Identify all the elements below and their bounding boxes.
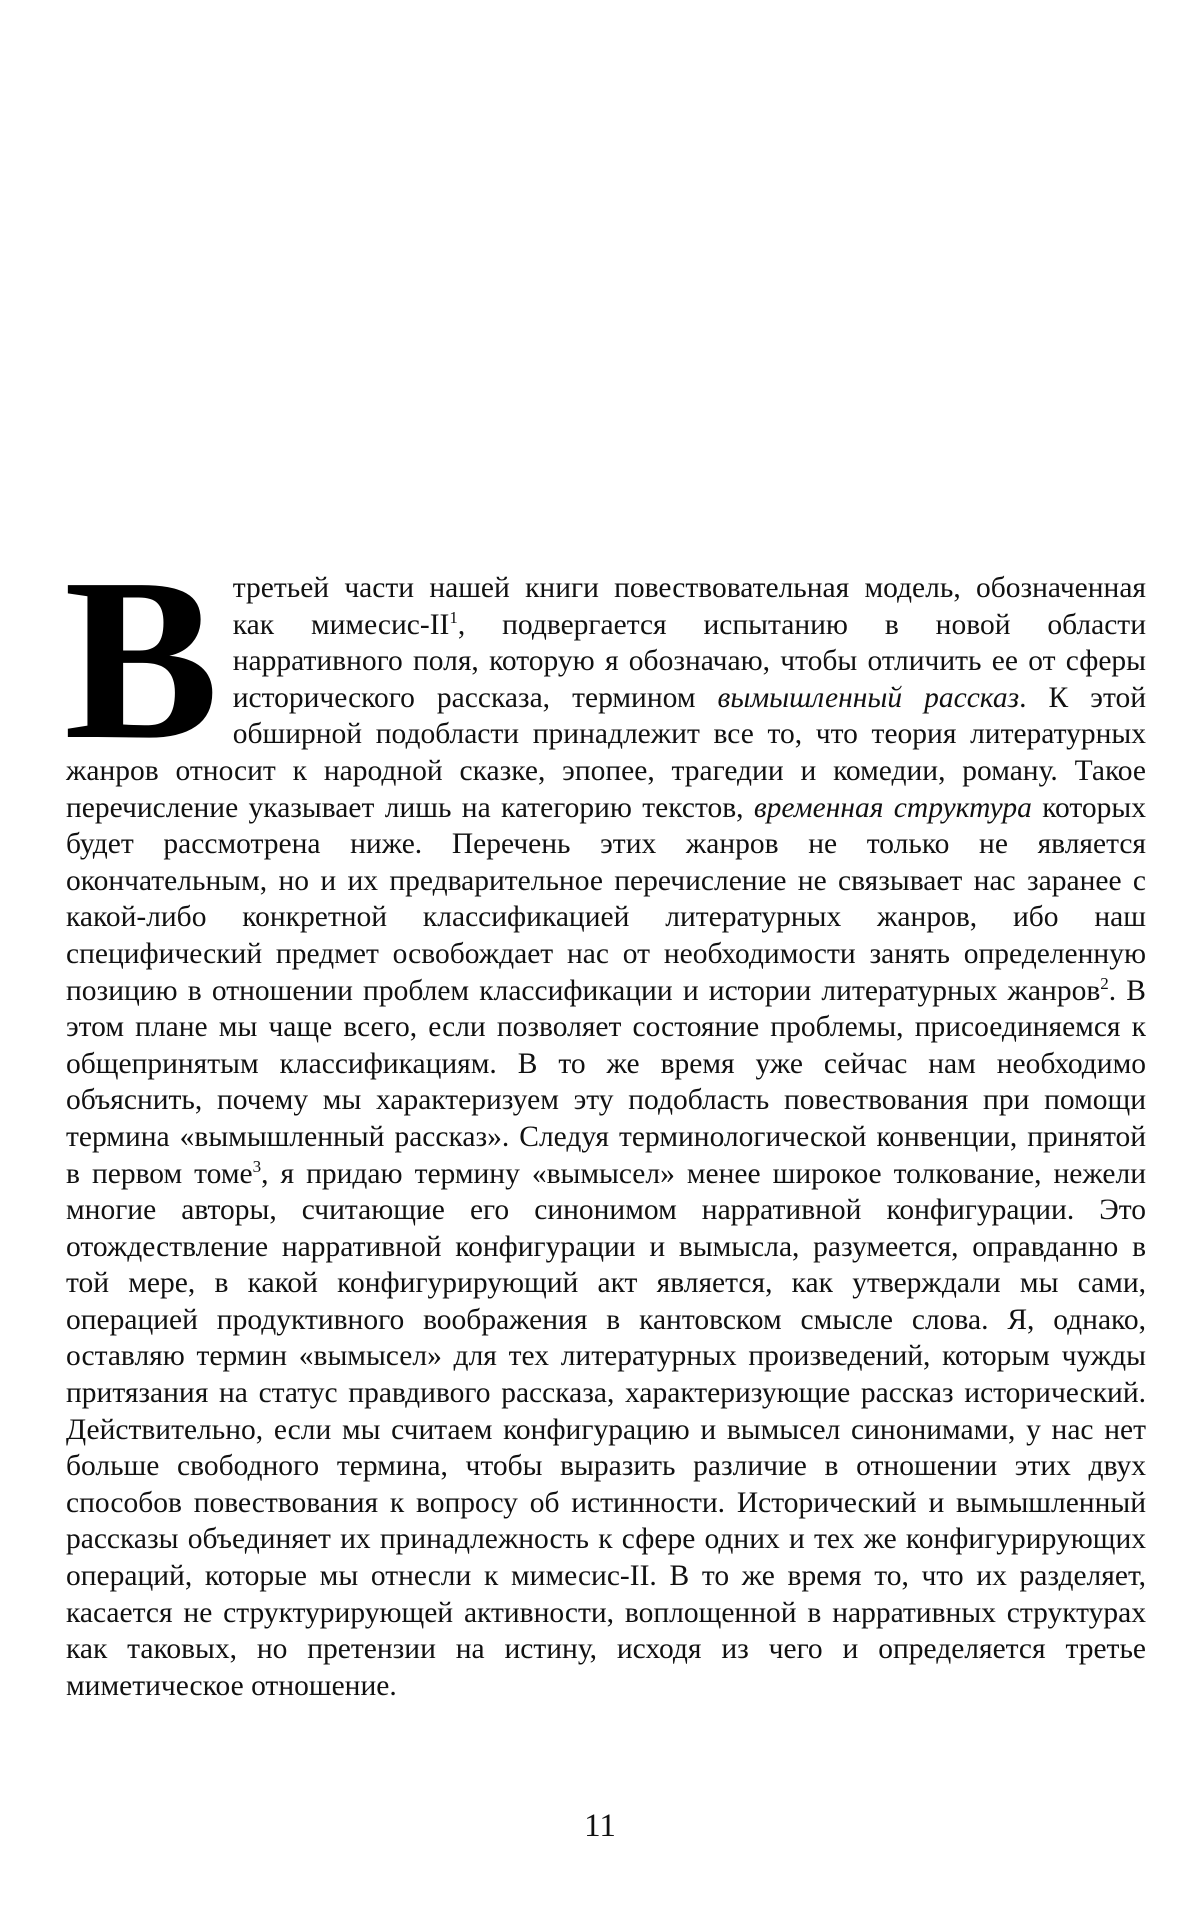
drop-cap-letter: В [64, 531, 219, 788]
italic-term: вымышленный рассказ [717, 681, 1020, 714]
text-segment: которых будет рассмотрена ниже. Перечень этих жанров не только не является окончательным, но и их предварительное перечисление не связывает нас заранее с какой-либо конкретной классификацией литературных жанров, ибо наш специфический предмет освобождает нас от необходимости занять определенную позицию в отношении проблем классификации и истории литературных жанров [66, 791, 1146, 1007]
footnote-marker: 1 [449, 607, 458, 627]
italic-term: временная структура [753, 791, 1032, 824]
body-text [64, 531, 1146, 1704]
text-segment: третьей части нашей книги повествовательная модель, обозначенная как мимесис-II [232, 572, 1146, 641]
text-segment: . К этой обширной подобласти принадлежит все то, что теория литературных жанров относит к народной сказке, эпопее, трагедии и комедии, роману. Такое перечисление указывает лишь на категорию текстов, [66, 681, 1146, 824]
text-segment: . В этом плане мы чаще всего, если позволяет состояние проблемы, присоединяемся к общепринятым классификациям. В то же время уже сейчас нам необходимо объяснить, почему мы характеризуем эту подобласть повествования при помощи термина «вымышленный рассказ». Следуя терминологической конвенции, принятой в первом томе [66, 974, 1146, 1190]
main-paragraph [64, 531, 1146, 1704]
text-segment: , я придаю термину «вымысел» менее широкое толкование, нежели многие авторы, считающие его синонимом нарративной конфигурации. Это отождествление нарративной конфигурации и вымысла, разумеется, оправданно в той мере, в какой конфигурирующий акт является, как утверждали мы сами, операцией продуктивного воображения в кантовском смысле слова. Я, однако, оставляю термин «вымысел» для тех литературных произведений, которым чужды притязания на статус правдивого рассказа, характеризующие рассказ исторический. Действительно, если мы считаем конфигурацию и вымысел синонимами, у нас нет больше свободного термина, чтобы выразить различие в отношении этих двух способов повествования к вопросу об истинности. Исторический и вымышленный рассказы объединяет их принадлежность к сфере одних и тех же конфигурирующих операций, которые мы отнесли к мимесис-II. В то же время то, что их разделяет, касается не структурирующей активности, воплощенной в нарративных структурах как таковых, но претензии на истину, исходя из чего и определяется третье миметическое отношение. [66, 1157, 1146, 1702]
footnote-marker: 2 [1100, 973, 1109, 993]
footnote-marker: 3 [252, 1156, 262, 1176]
page-number: 11 [584, 1808, 616, 1844]
text-segment: , подвергается испытанию в новой области нарративного поля, которую я обозначаю, чтобы отличить ее от сферы исторического рассказа, термином [232, 608, 1146, 714]
